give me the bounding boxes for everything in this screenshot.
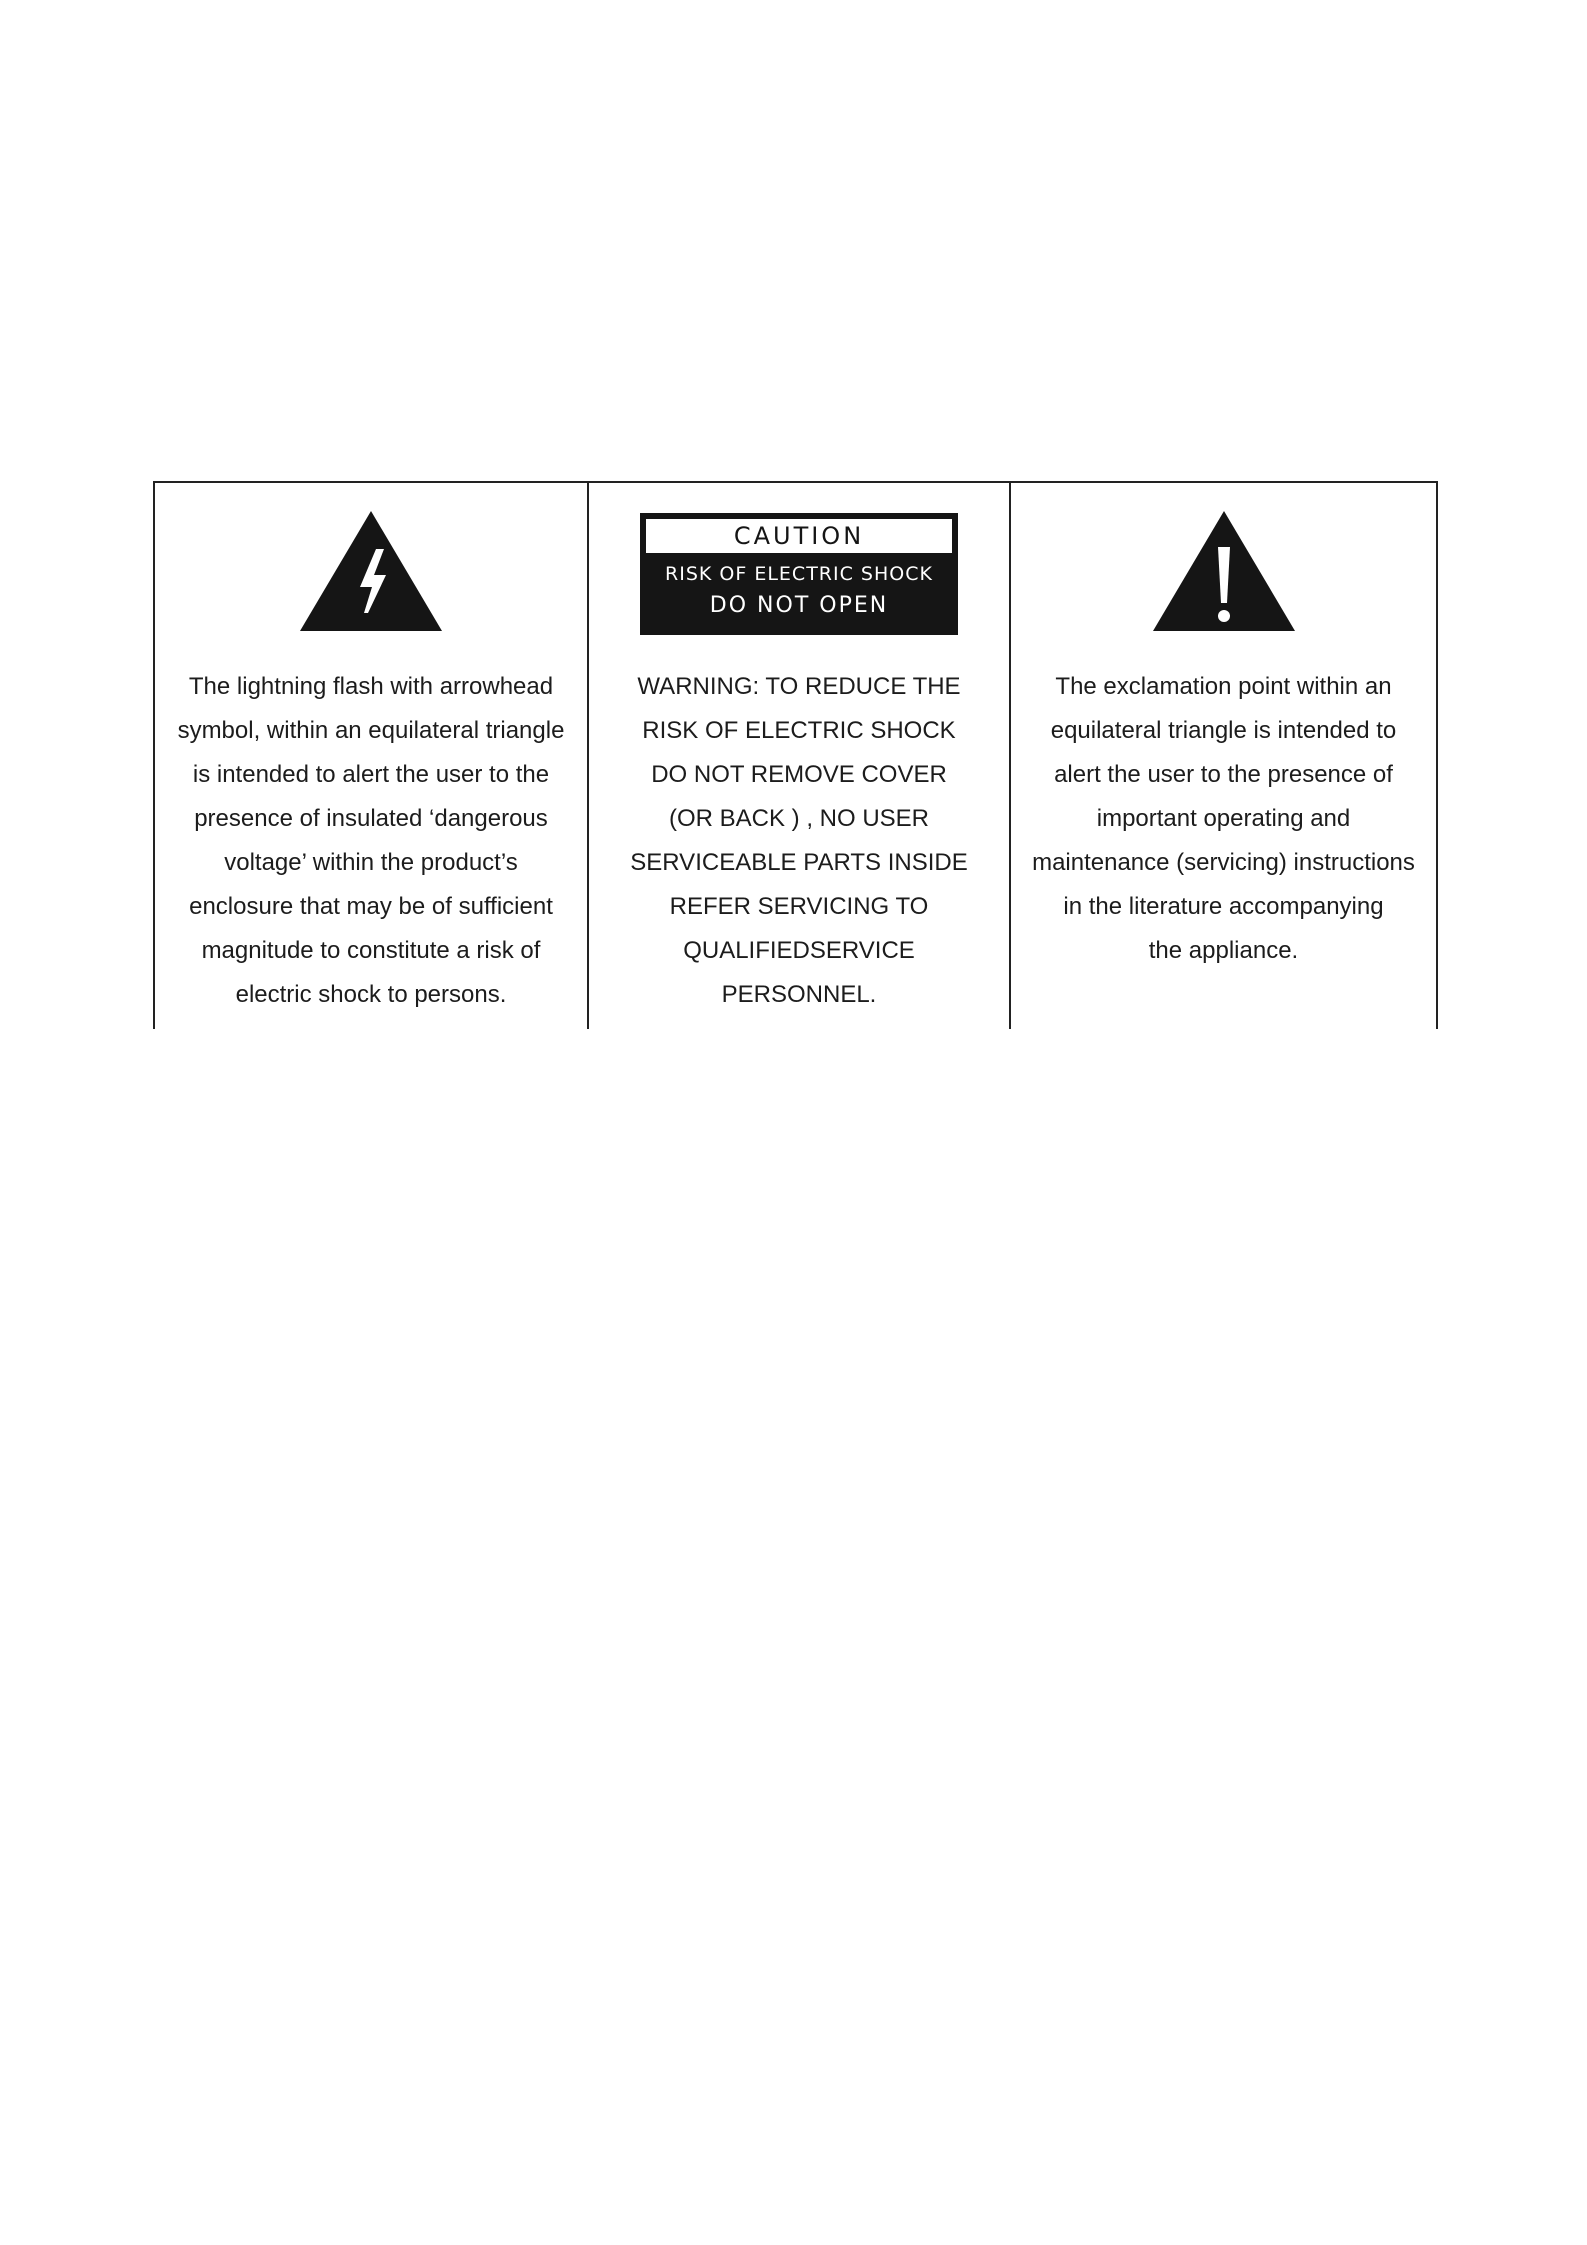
- description-line: alert the user to the presence of: [1054, 761, 1393, 788]
- description-line: SERVICEABLE PARTS INSIDE: [630, 849, 968, 876]
- safety-symbols-table: [153, 481, 1438, 1029]
- caution-do-not-open-text: DO NOT OPEN: [709, 593, 889, 618]
- lightning-panel: [153, 483, 587, 1029]
- description-line: magnitude to constitute a risk of: [201, 937, 541, 964]
- description-line: the appliance.: [1148, 937, 1299, 964]
- description-line: electric shock to persons.: [235, 981, 507, 1008]
- warning-description: [589, 665, 1009, 1017]
- description-line: RISK OF ELECTRIC SHOCK: [642, 717, 956, 744]
- exclamation-description: [1011, 665, 1436, 973]
- description-line: The exclamation point within an: [1055, 673, 1392, 700]
- lightning-triangle-icon: [298, 509, 444, 633]
- description-line: in the literature accompanying: [1063, 893, 1384, 920]
- lightning-description: [155, 665, 587, 1017]
- exclamation-panel: [1009, 483, 1438, 1029]
- caution-label: [640, 513, 958, 635]
- description-line: enclosure that may be of sufficient: [189, 893, 553, 920]
- description-line: DO NOT REMOVE COVER: [651, 761, 947, 788]
- description-line: The lightning flash with arrowhead: [188, 673, 554, 700]
- description-line: important operating and: [1096, 805, 1351, 832]
- description-line: WARNING: TO REDUCE THE: [637, 673, 961, 700]
- description-line: equilateral triangle is intended to: [1050, 717, 1397, 744]
- description-line: (OR BACK ) , NO USER: [668, 805, 930, 832]
- description-line: voltage’ within the product’s: [224, 849, 518, 876]
- description-line: PERSONNEL.: [721, 981, 877, 1008]
- description-line: presence of insulated ‘dangerous: [194, 805, 548, 832]
- description-line: REFER SERVICING TO: [669, 893, 929, 920]
- caution-risk-text: RISK OF ELECTRIC SHOCK: [665, 563, 933, 585]
- exclamation-triangle-icon: [1151, 509, 1297, 633]
- description-line: is intended to alert the user to the: [192, 761, 550, 788]
- description-line: maintenance (servicing) instructions: [1032, 849, 1415, 876]
- caution-panel: [587, 483, 1009, 1029]
- caution-title: CAUTION: [646, 519, 952, 553]
- description-line: QUALIFIEDSERVICE: [683, 937, 915, 964]
- description-line: symbol, within an equilateral triangle: [177, 717, 565, 744]
